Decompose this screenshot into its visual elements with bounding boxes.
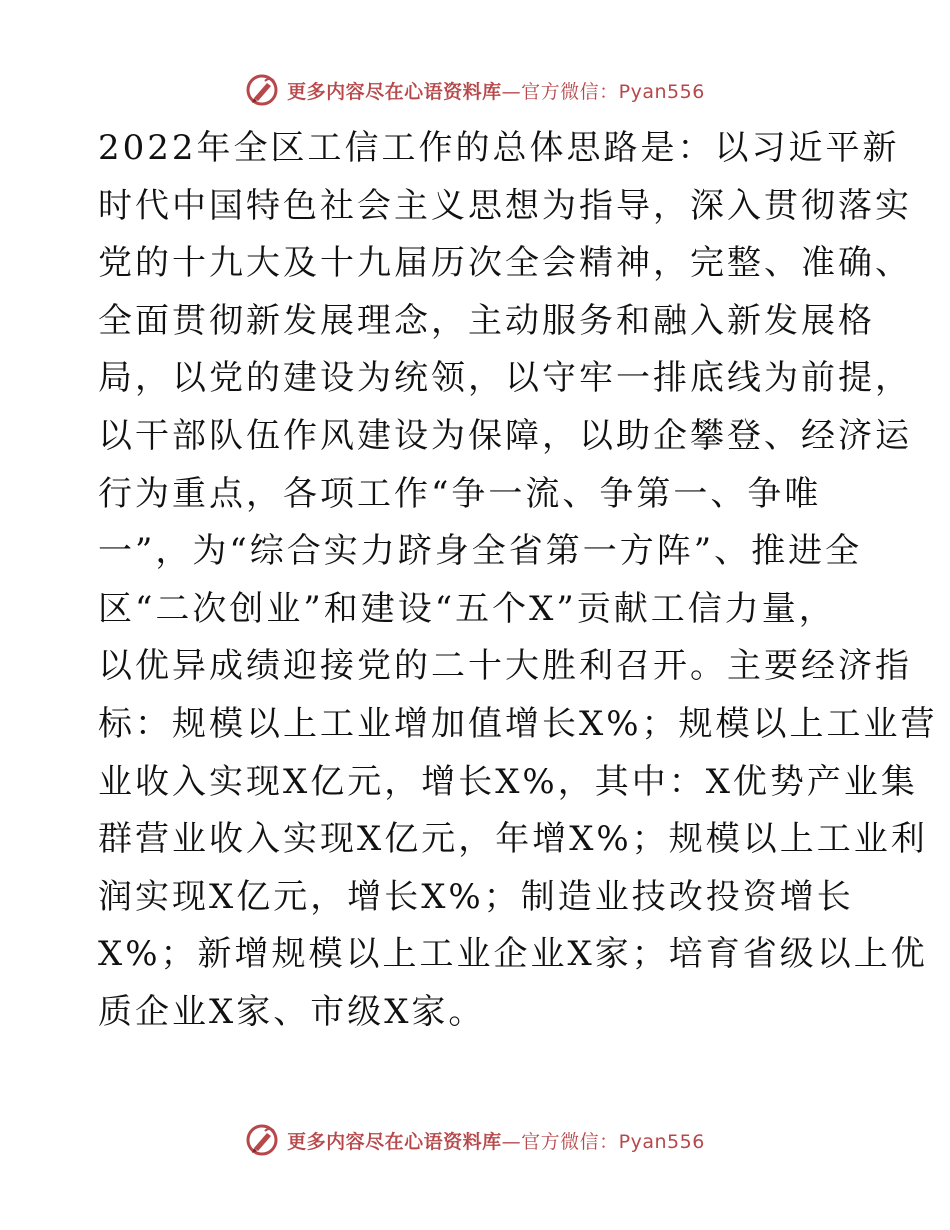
banner-separator: — <box>501 80 522 103</box>
paragraph-line: 党的十九大及十九届历次全会精神，完整、准确、 <box>98 243 912 284</box>
banner-title <box>287 1127 705 1154</box>
banner-title <box>287 77 705 104</box>
pen-logo-icon <box>245 73 279 107</box>
header-banner <box>0 70 950 110</box>
paragraph-line: 以干部队伍作风建设为保障，以助企攀登、经济运 <box>98 415 912 456</box>
paragraph-line: 区“二次创业”和建设“五个X”贡献工信力量， <box>98 588 836 629</box>
paragraph-line: 2022年全区工信工作的总体思路是：以习近平新 <box>98 128 900 168</box>
paragraph-line: 局，以党的建设为统领，以守牢一排底线为前提， <box>98 358 912 399</box>
paragraph-line: 润实现X亿元，增长X%；制造业技改投资增长 <box>98 876 854 917</box>
paragraph-line: 一”，为“综合实力跻身全省第一方阵”、推进全 <box>98 531 863 572</box>
paragraph-line: 群营业收入实现X亿元，年增X%；规模以上工业利 <box>98 819 928 860</box>
paragraph-line: 时代中国特色社会主义思想为指导，深入贯彻落实 <box>98 185 912 226</box>
paragraph-line: 全面贯彻新发展理念，主动服务和融入新发展格 <box>98 300 875 341</box>
paragraph-line: 质企业X家、市级X家。 <box>98 991 486 1032</box>
banner-separator: — <box>501 1130 522 1153</box>
footer-banner <box>0 1120 950 1160</box>
paragraph-line: 行为重点，各项工作“争一流、争第一、争唯 <box>98 473 822 514</box>
banner-promo-text: 更多内容尽在心语资料库 <box>287 80 502 103</box>
pen-logo-icon <box>245 1123 279 1157</box>
document-body <box>98 120 938 1042</box>
banner-contact: 官方微信：Pyan556 <box>521 80 705 103</box>
banner-promo-text: 更多内容尽在心语资料库 <box>287 1130 502 1153</box>
banner-contact: 官方微信：Pyan556 <box>521 1130 705 1153</box>
paragraph-line: 标：规模以上工业增加值增长X%；规模以上工业营 <box>98 703 938 744</box>
paragraph-line: 业收入实现X亿元，增长X%，其中：X优势产业集 <box>98 761 918 802</box>
paragraph-line: 以优异成绩迎接党的二十大胜利召开。主要经济指 <box>98 646 912 687</box>
paragraph-line: X%；新增规模以上工业企业X家；培育省级以上优 <box>98 934 928 975</box>
